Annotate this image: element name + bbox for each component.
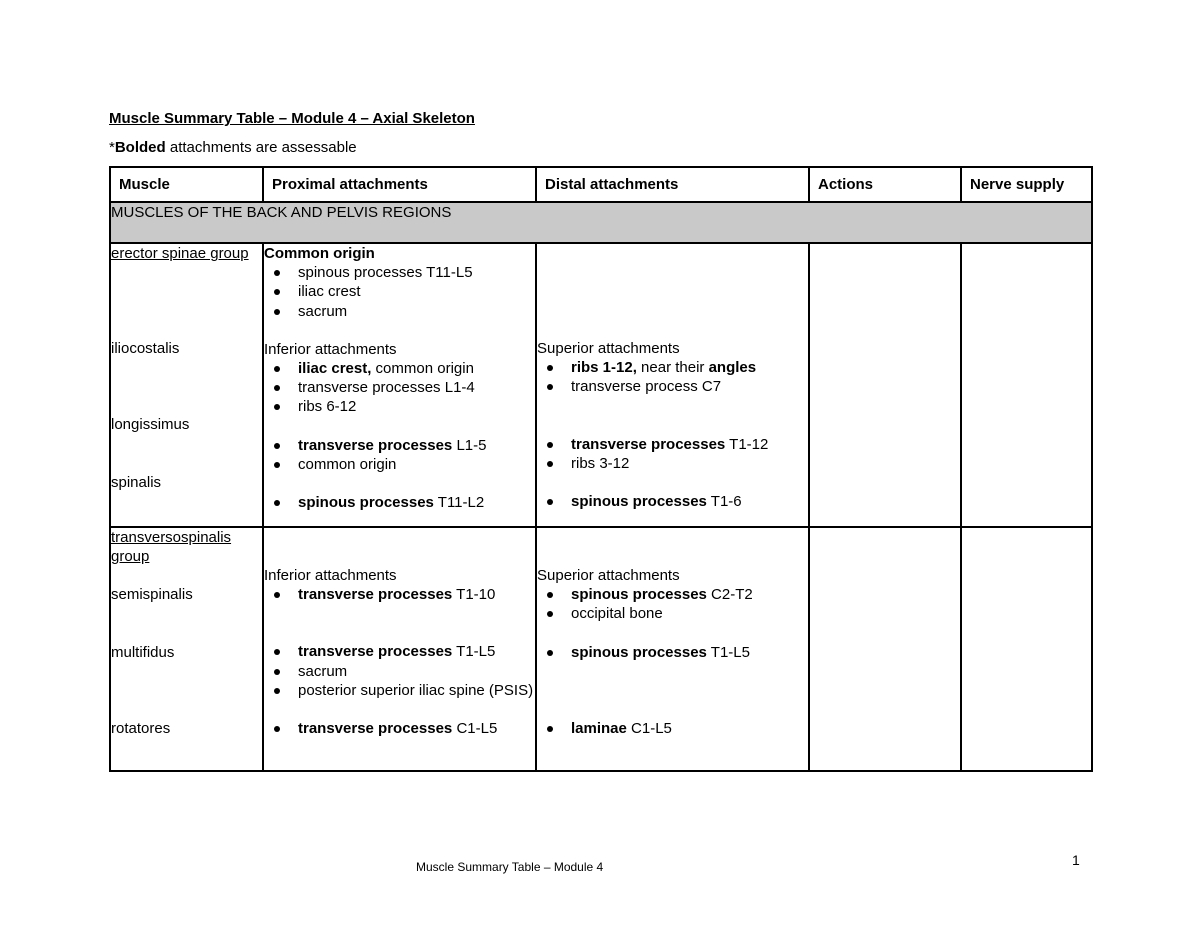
muscle-cell bbox=[110, 527, 263, 771]
rotatores-distal-list bbox=[537, 719, 808, 738]
section-row bbox=[110, 202, 1092, 243]
list-item: spinous processes T11-L5 bbox=[264, 263, 535, 282]
spinalis-distal-list bbox=[537, 492, 808, 511]
multifidus-proximal-list bbox=[264, 642, 535, 700]
header-actions: Actions bbox=[809, 167, 961, 202]
page-footer: Muscle Summary Table – Module 4 bbox=[416, 860, 604, 874]
inferior-attachments-heading: Inferior attachments bbox=[264, 340, 397, 358]
list-item: transverse processes L1-5 bbox=[264, 436, 535, 455]
table-row-transversospinalis bbox=[110, 527, 1092, 771]
list-item: spinous processes T1-L5 bbox=[537, 643, 808, 662]
list-item: ribs 3-12 bbox=[537, 454, 808, 473]
muscle-name-spinalis: spinalis bbox=[111, 473, 162, 491]
header-muscle: Muscle bbox=[110, 167, 263, 202]
superior-attachments-heading: Superior attachments bbox=[537, 567, 680, 584]
list-item: spinous processes T1-6 bbox=[537, 492, 808, 511]
list-item: sacrum bbox=[264, 302, 535, 321]
muscle-summary-table bbox=[109, 166, 1093, 772]
iliocostalis-distal-list bbox=[537, 358, 808, 396]
list-item: ribs 1-12, near their angles bbox=[537, 358, 808, 377]
superior-attachments-heading: Superior attachments bbox=[537, 340, 680, 357]
distal-cell bbox=[536, 243, 809, 527]
list-item: transverse process C7 bbox=[537, 377, 808, 396]
header-distal: Distal attachments bbox=[536, 167, 809, 202]
assessable-note bbox=[109, 139, 357, 156]
distal-cell bbox=[536, 527, 809, 771]
multifidus-distal-list bbox=[537, 643, 808, 662]
actions-cell bbox=[809, 527, 961, 771]
iliocostalis-proximal-list bbox=[264, 359, 535, 417]
note-asterisk: * bbox=[109, 139, 115, 156]
list-item: iliac crest, common origin bbox=[264, 359, 535, 378]
list-item: spinous processes C2-T2 bbox=[537, 585, 808, 604]
group-name-transversospinalis: transversospinalis group bbox=[111, 529, 232, 566]
group-name-erector-spinae: erector spinae group bbox=[111, 245, 249, 262]
semispinalis-proximal-list bbox=[264, 585, 535, 604]
section-heading: MUSCLES OF THE BACK AND PELVIS REGIONS bbox=[110, 202, 1092, 243]
nerve-supply-cell bbox=[961, 243, 1092, 527]
note-rest: attachments are assessable bbox=[165, 139, 357, 156]
list-item: sacrum bbox=[264, 662, 535, 681]
muscle-name-rotatores: rotatores bbox=[111, 719, 171, 737]
list-item: transverse processes L1-4 bbox=[264, 378, 535, 397]
list-item: transverse processes T1-12 bbox=[537, 435, 808, 454]
list-item: laminae C1-L5 bbox=[537, 719, 808, 738]
spinalis-proximal-list bbox=[264, 493, 535, 512]
list-item: transverse processes T1-10 bbox=[264, 585, 535, 604]
header-row bbox=[110, 167, 1092, 202]
muscle-name-semispinalis: semispinalis bbox=[111, 586, 193, 604]
semispinalis-distal-list bbox=[537, 585, 808, 623]
note-bold-word: Bolded bbox=[114, 139, 166, 156]
list-item: ribs 6-12 bbox=[264, 397, 535, 416]
longissimus-distal-list bbox=[537, 435, 808, 473]
common-origin-list bbox=[264, 263, 535, 321]
list-item: transverse processes C1-L5 bbox=[264, 719, 535, 738]
header-nerve-supply: Nerve supply bbox=[961, 167, 1092, 202]
rotatores-proximal-list bbox=[264, 719, 535, 738]
muscle-name-longissimus: longissimus bbox=[111, 416, 190, 434]
list-item: common origin bbox=[264, 455, 535, 474]
proximal-cell bbox=[263, 527, 536, 771]
inferior-attachments-heading: Inferior attachments bbox=[264, 567, 397, 584]
nerve-supply-cell bbox=[961, 527, 1092, 771]
table-row-erector-spinae bbox=[110, 243, 1092, 527]
list-item: transverse processes T1-L5 bbox=[264, 642, 535, 661]
muscle-cell bbox=[110, 243, 263, 527]
longissimus-proximal-list bbox=[264, 436, 535, 474]
list-item: posterior superior iliac spine (PSIS) bbox=[264, 681, 535, 700]
muscle-name-iliocostalis: iliocostalis bbox=[111, 340, 180, 358]
page-number: 1 bbox=[1072, 852, 1080, 868]
list-item: occipital bone bbox=[537, 604, 808, 623]
list-item: iliac crest bbox=[264, 282, 535, 301]
common-origin-heading: Common origin bbox=[264, 245, 375, 262]
document-title: Muscle Summary Table – Module 4 – Axial Skeleton bbox=[109, 110, 475, 127]
list-item: spinous processes T11-L2 bbox=[264, 493, 535, 512]
muscle-name-multifidus: multifidus bbox=[111, 643, 175, 661]
actions-cell bbox=[809, 243, 961, 527]
header-proximal: Proximal attachments bbox=[263, 167, 536, 202]
proximal-cell bbox=[263, 243, 536, 527]
